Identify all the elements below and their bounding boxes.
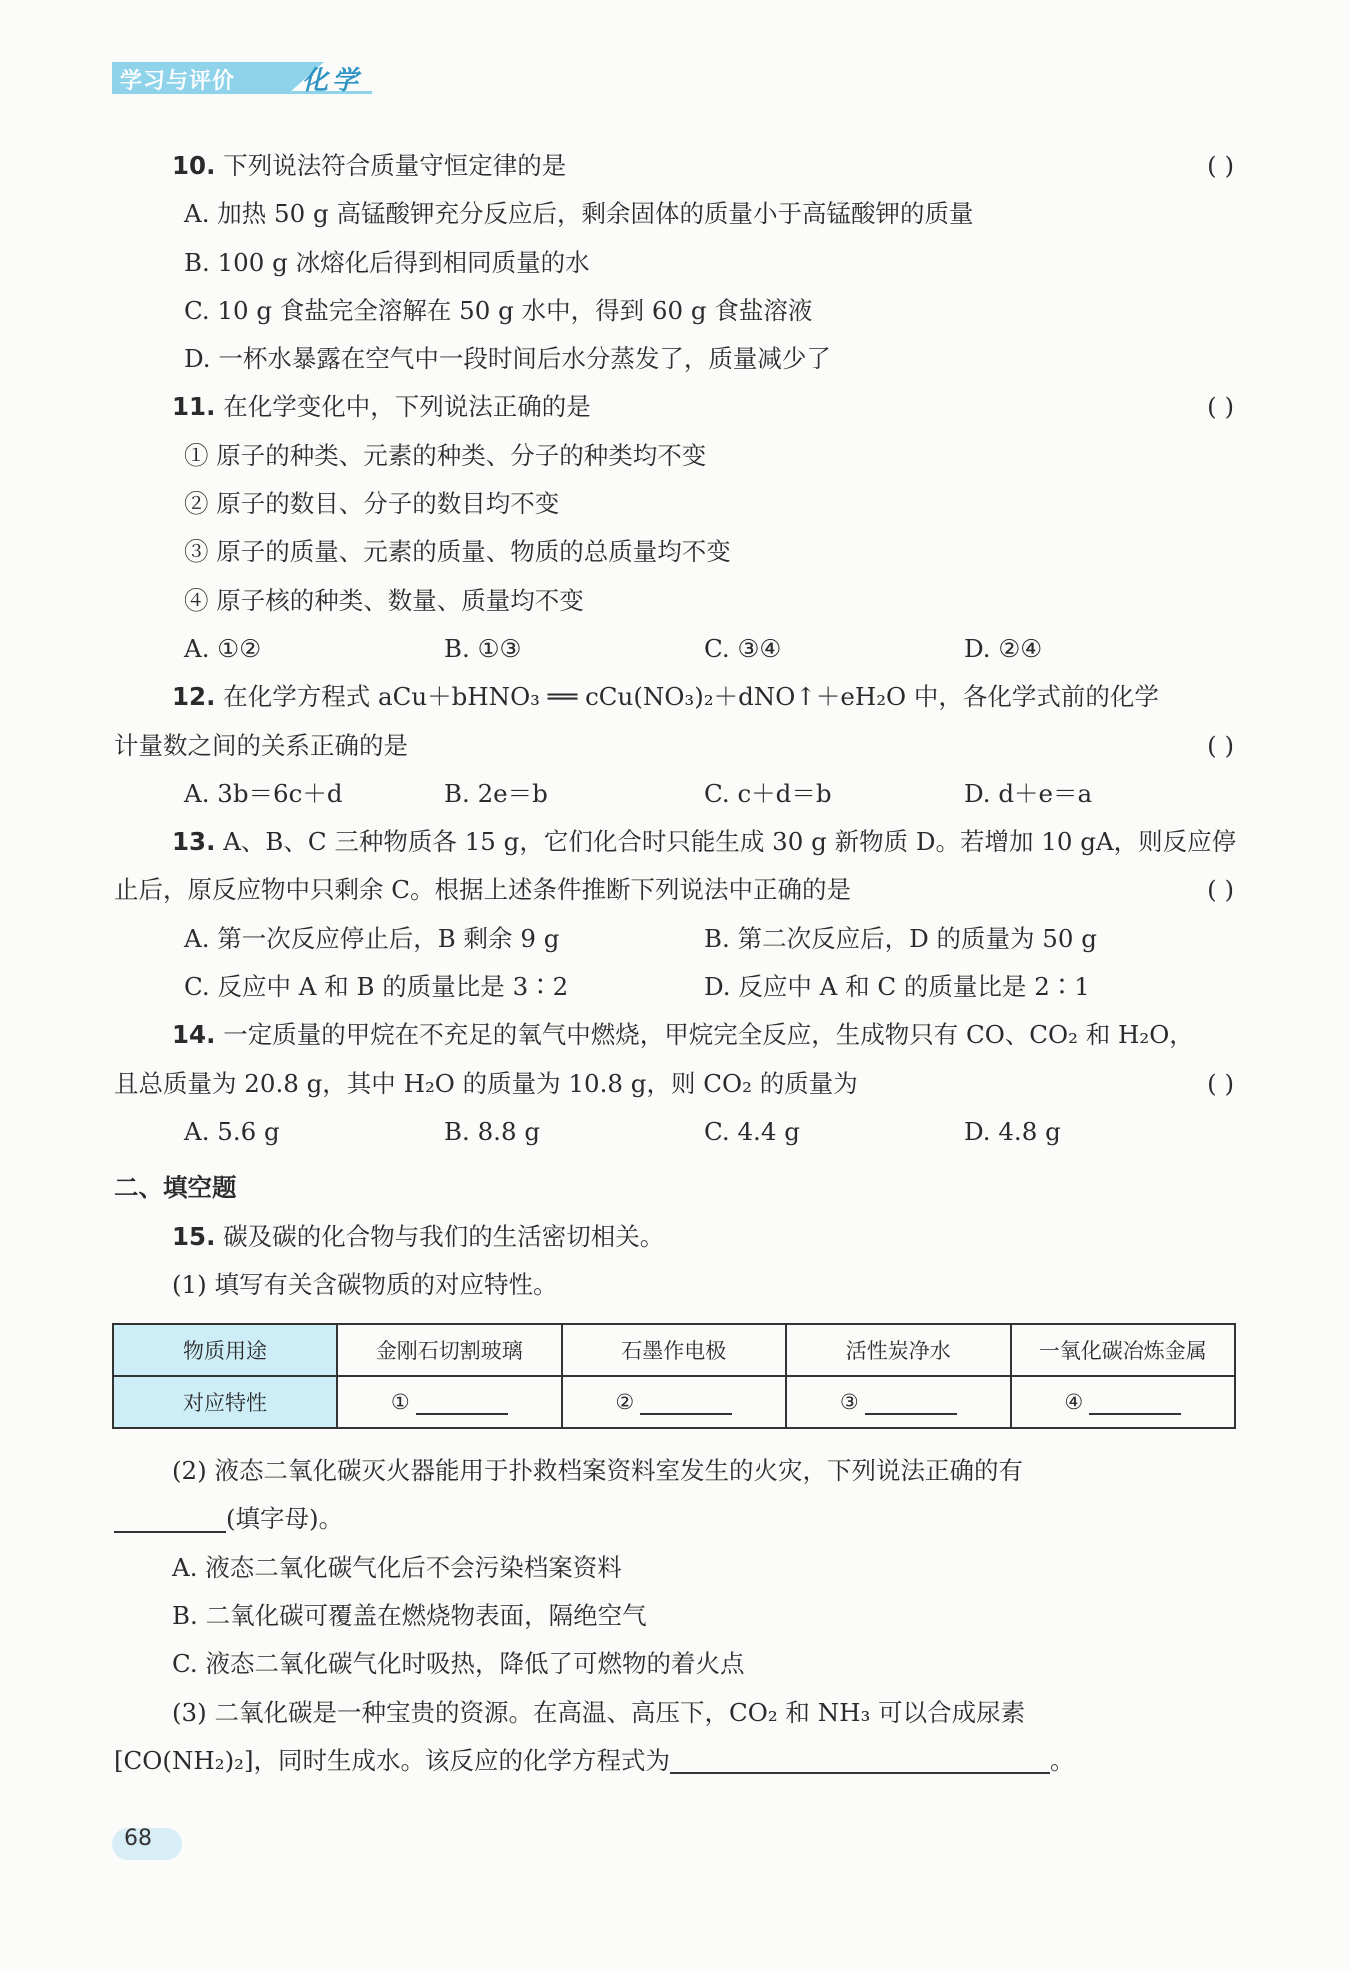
option-text: D. 一杯水暴露在空气中一段时间后水分蒸发了，质量减少了	[184, 344, 831, 374]
question-text: 在化学方程式 aCu＋bHNO₃ ══ cCu(NO₃)₂＋dNO↑＋eH₂O 中，各化学式前的化学	[215, 682, 1159, 712]
option-text: ① 原子的种类、元素的种类、分子的种类均不变	[184, 440, 707, 470]
blank-marker: ②	[615, 1389, 635, 1414]
option-text: B. 100 g 冰熔化后得到相同质量的水	[184, 247, 590, 277]
option: D. ②④	[964, 633, 1043, 663]
question-line	[114, 818, 1237, 866]
question-text: 在化学变化中，下列说法正确的是	[215, 392, 591, 422]
option: C. 4.4 g	[704, 1116, 800, 1146]
option: A. 液态二氧化碳气化后不会污染档案资料	[172, 1552, 622, 1582]
option-text: ② 原子的数目、分子的数目均不变	[184, 489, 560, 519]
table-row	[113, 1376, 1235, 1428]
option-row	[114, 963, 1234, 1011]
option-text: C. 10 g 食盐完全溶解在 50 g 水中，得到 60 g 食盐溶液	[184, 295, 813, 325]
question-line	[114, 1011, 1234, 1059]
question-number: 15.	[172, 1221, 216, 1251]
answer-blank[interactable]	[1089, 1391, 1181, 1415]
question-text: 一定质量的甲烷在不充足的氧气中燃烧，甲烷完全反应，生成物只有 CO、CO₂ 和 H₂O，	[215, 1020, 1194, 1050]
option-row	[114, 625, 1234, 673]
question-list	[114, 142, 1237, 1156]
subquestion-2: (2) 液态二氧化碳灭火器能用于扑救档案资料室发生的火灾，下列说法正确的有	[172, 1456, 1023, 1486]
section-title: 二、填空题	[114, 1173, 237, 1203]
option-row	[114, 1108, 1234, 1156]
blank-marker: ③	[839, 1389, 859, 1414]
page-content	[114, 142, 1237, 1785]
table-cell: 一氧化碳冶炼金属	[1011, 1324, 1236, 1376]
table-header-cell: 对应特性	[113, 1376, 337, 1428]
punctuation: 。	[1050, 1745, 1075, 1775]
question-number: 10.	[172, 151, 216, 180]
question-line	[114, 142, 1234, 190]
option-text: ③ 原子的质量、元素的质量、物质的总质量均不变	[184, 537, 731, 567]
option-row	[114, 770, 1234, 818]
option: D. 4.8 g	[964, 1116, 1061, 1146]
option	[114, 239, 1234, 287]
option: B. ①③	[444, 633, 522, 663]
option	[114, 577, 1234, 625]
table-row	[113, 1324, 1235, 1376]
option: D. 反应中 A 和 C 的质量比是 2∶1	[704, 972, 1090, 1002]
question-text: [CO(NH₂)₂]，同时生成水。该反应的化学方程式为	[114, 1745, 671, 1775]
blank-marker: ④	[1064, 1389, 1084, 1414]
question-15	[114, 1213, 1234, 1261]
option: C. c＋d＝b	[704, 778, 832, 808]
option: B. 二氧化碳可覆盖在燃烧物表面，隔绝空气	[172, 1601, 647, 1631]
table-cell: 活性炭净水	[786, 1324, 1011, 1376]
question-number: 14.	[172, 1020, 216, 1050]
page-header	[112, 58, 382, 96]
answer-blank[interactable]	[114, 1509, 226, 1533]
option: A. 3b＝6c＋d	[184, 778, 343, 808]
question-line	[114, 673, 1234, 721]
question-line-cont	[114, 722, 1234, 770]
header-subject: 化学	[302, 66, 363, 96]
answer-blank-cell[interactable]	[562, 1376, 787, 1428]
answer-blank[interactable]	[640, 1391, 732, 1415]
option-row	[114, 915, 1234, 963]
option: D. d＋e＝a	[964, 778, 1093, 808]
subquestion-3-cont	[114, 1737, 1234, 1785]
question-text: 计量数之间的关系正确的是	[114, 730, 408, 760]
option-text: ④ 原子核的种类、数量、质量均不变	[184, 585, 584, 615]
table-header-cell: 物质用途	[113, 1324, 337, 1376]
question-text: 下列说法符合质量守恒定律的是	[215, 151, 567, 180]
option: C. 液态二氧化碳气化时吸热，降低了可燃物的着火点	[172, 1649, 745, 1679]
question-text: 碳及碳的化合物与我们的生活密切相关。	[215, 1221, 665, 1251]
table-cell: 石墨作电极	[562, 1324, 787, 1376]
option: B. 第二次反应后，D 的质量为 50 g	[704, 923, 1097, 953]
question-number: 13.	[172, 827, 216, 857]
question-number: 12.	[172, 682, 216, 712]
answer-blank[interactable]	[865, 1391, 957, 1415]
blank-marker: ①	[390, 1389, 410, 1414]
question-text: 止后，原反应物中只剩余 C。根据上述条件推断下列说法中正确的是	[114, 875, 852, 905]
header-series-title: 学习与评价	[120, 69, 236, 94]
question-text: A、B、C 三种物质各 15 g，它们化合时只能生成 30 g 新物质 D。若增加 10 gA，则反应停	[215, 827, 1237, 857]
page-number: 68	[124, 1826, 152, 1851]
answer-blank-cell[interactable]	[1011, 1376, 1236, 1428]
option	[114, 287, 1234, 335]
option	[114, 432, 1234, 480]
option: A. 5.6 g	[184, 1116, 280, 1146]
answer-blank[interactable]	[670, 1750, 1050, 1774]
option	[114, 190, 1234, 238]
question-number: 11.	[172, 392, 216, 422]
subquestion-2-cont	[114, 1495, 1234, 1543]
answer-bracket[interactable]: ( )	[1207, 392, 1234, 422]
option: B. 8.8 g	[444, 1116, 541, 1146]
subquestion-3: (3) 二氧化碳是一种宝贵的资源。在高温、高压下，CO₂ 和 NH₃ 可以合成尿素	[172, 1697, 1026, 1727]
answer-bracket[interactable]: ( )	[1207, 730, 1234, 760]
table-cell: 金刚石切割玻璃	[337, 1324, 562, 1376]
fill-hint: (填字母)。	[226, 1504, 344, 1534]
question-line	[114, 383, 1234, 431]
option	[114, 480, 1234, 528]
option	[114, 528, 1234, 576]
question-line-cont	[114, 866, 1234, 914]
question-line-cont	[114, 1060, 1234, 1108]
subquestion-1: (1) 填写有关含碳物质的对应特性。	[172, 1269, 558, 1299]
answer-bracket[interactable]: ( )	[1207, 875, 1234, 905]
answer-blank[interactable]	[416, 1391, 508, 1415]
answer-blank-cell[interactable]	[337, 1376, 562, 1428]
option: B. 2e＝b	[444, 778, 548, 808]
answer-blank-cell[interactable]	[786, 1376, 1011, 1428]
answer-bracket[interactable]: ( )	[1207, 1068, 1234, 1098]
option: A. 第一次反应停止后，B 剩余 9 g	[184, 923, 560, 953]
option: C. 反应中 A 和 B 的质量比是 3∶2	[184, 972, 569, 1002]
option-text: A. 加热 50 g 高锰酸钾充分反应后，剩余固体的质量小于高锰酸钾的质量	[184, 199, 974, 229]
question-text: 且总质量为 20.8 g，其中 H₂O 的质量为 10.8 g，则 CO₂ 的质量为	[114, 1068, 858, 1098]
option: A. ①②	[184, 633, 262, 663]
option	[114, 335, 1234, 383]
option: C. ③④	[704, 633, 782, 663]
carbon-properties-table	[112, 1323, 1236, 1429]
answer-bracket[interactable]: ( )	[1207, 151, 1234, 180]
